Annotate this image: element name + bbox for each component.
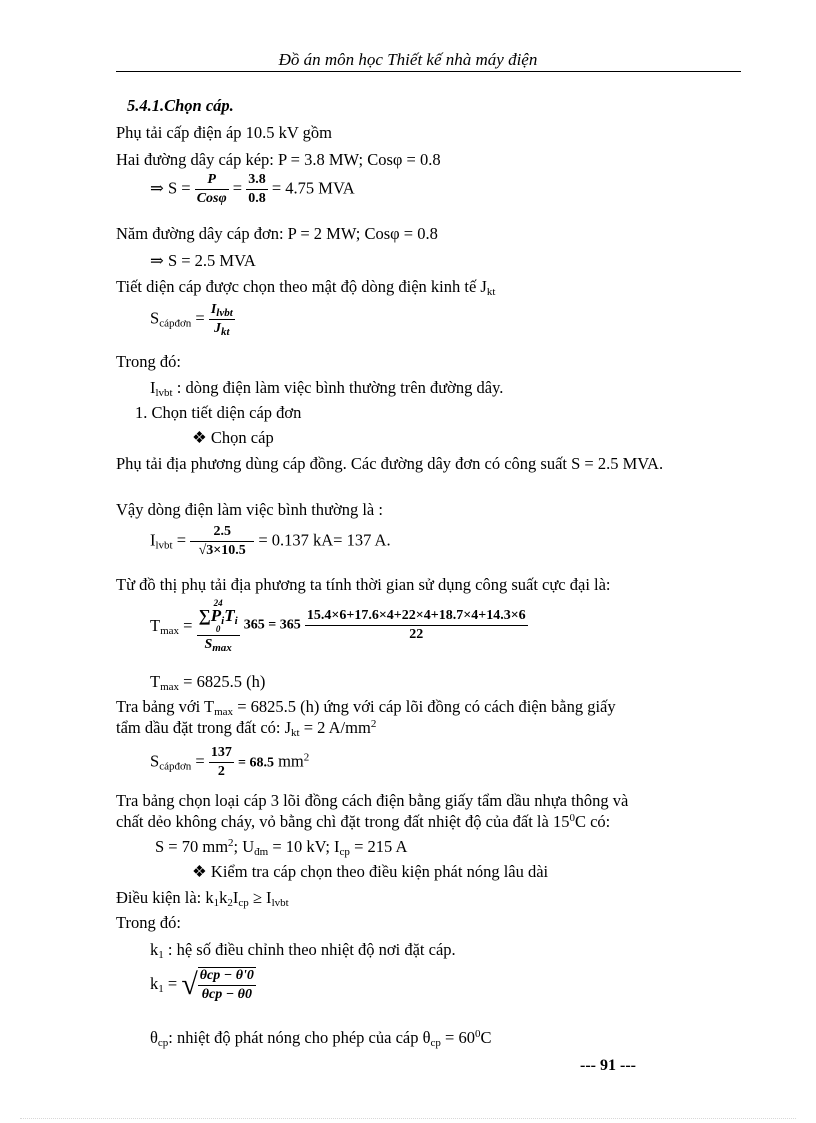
formula-result: = 0.137 kA= 137 A. <box>258 530 391 550</box>
bullet-item: ❖ Kiểm tra cáp chọn theo điều kiện phát nóng lâu dài <box>192 862 549 881</box>
fraction <box>209 745 234 780</box>
fraction-denominator: θcp − θ0 <box>201 987 252 1002</box>
fraction <box>305 608 528 643</box>
fraction-numerator: 15.4×6+17.6×4+22×4+18.7×4+14.3×6 <box>305 608 528 626</box>
fraction <box>198 968 256 1003</box>
bottom-dotted-rule <box>20 1118 796 1119</box>
section-heading: 5.4.1.Chọn cáp. <box>127 96 234 115</box>
fraction <box>197 598 240 653</box>
formula-result: = 4.75 MVA <box>271 178 355 198</box>
formula-prefix: ⇒ S = <box>150 178 191 198</box>
text-line: ⇒ S = 2.5 MVA <box>150 251 256 270</box>
fraction <box>246 172 268 207</box>
text-line: $k_1$ : hệ số điều chỉnh theo nhiệt độ nơi đặt cáp. <box>150 940 456 961</box>
fraction <box>195 172 229 207</box>
text-line: Từ đồ thị phụ tải địa phương ta tính thời gian sử dụng công suất cực đại là: <box>116 575 611 594</box>
fraction <box>190 524 254 559</box>
text-line: Tra bảng với $T_{max} = 6825.5$ (h) ứng với cáp lõi đồng có cách điện bằng giấy <box>116 697 616 718</box>
fraction-denominator: 22 <box>409 627 424 642</box>
text-line: Hai đường dây cáp kép: P = 3.8 MW; Cosφ = 0.8 <box>116 150 441 169</box>
fraction-numerator: 137 <box>209 745 234 763</box>
text-line: Vậy dòng điện làm việc bình thường là : <box>116 500 383 519</box>
page-number: --- 91 --- <box>580 1057 636 1074</box>
text-line: $\theta_{cp}$: nhiệt độ phát nóng cho phép của cáp $\theta_{cp} = 60^0C$ <box>150 1028 492 1049</box>
fraction-numerator: 24 $\sum P_iT_i$ 0 <box>198 598 238 634</box>
header-rule <box>116 71 741 72</box>
formula-s-kep: ⇒ S = $\frac{P}{\text{Cosφ}}$ = $\frac{3.8}{0.8}$ = 4.75 MVA <box>150 172 355 206</box>
fraction-numerator: 2.5 <box>190 524 254 542</box>
text-line: tẩm dầu đặt trong đất có: $J_{kt} = 2$ $A/mm^2$ <box>116 718 377 739</box>
fraction-numerator: 3.8 <box>246 172 268 190</box>
text-line: Tra bảng chọn loại cáp 3 lõi đồng cách điện bằng giấy tẩm dầu nhựa thông và <box>116 791 629 810</box>
fraction-denominator: Cosφ <box>196 191 227 206</box>
running-header: Đồ án môn học Thiết kế nhà máy điện <box>278 50 538 69</box>
text-line: $I_{lvbt}$ : dòng điện làm việc bình thường trên đường dây. <box>150 378 504 399</box>
fraction-denominator: $J_{kt}$ <box>214 321 230 338</box>
formula-s-capdon-value: $S_{cápđơn}$ = $\frac{137}{2}$ = 68.5 $mm^2$ <box>150 745 310 779</box>
formula-ilvbt: $I_{lvbt}$ = $\frac{2.5}{√3\times 10.5}$ = 0.137 kA= 137 A. <box>150 524 391 558</box>
formula-s-capdon: $S_{cápđơn}$ = $\frac{I_{lvbt}}{J_{kt}}$ <box>150 302 233 338</box>
paragraph: Phụ tải địa phương dùng cáp đồng. Các đường dây đơn có công suất S = 2.5 MVA. <box>116 454 664 473</box>
text-line: Phụ tải cấp điện áp 10.5 kV gồm <box>116 123 332 142</box>
fraction-numerator: θcp − θ'0 <box>198 968 256 986</box>
text-line: Điều kiện là: $k_1k_2I_{cp} \ge I_{lvbt}$ <box>116 888 289 909</box>
fraction <box>209 302 235 337</box>
fraction-numerator: $I_{lvbt}$ <box>210 302 233 319</box>
fraction-denominator: $S_{max}$ <box>204 637 232 654</box>
fraction-denominator: √3×10.5 <box>198 543 246 558</box>
text-line: S = 70 $mm^2$; $U_{đm} = 10$ kV; $I_{cp} = 215$ A <box>155 837 408 858</box>
numbered-item: 1. Chọn tiết diện cáp đơn <box>135 403 302 422</box>
text-line: chất dẻo không cháy, vỏ bằng chì đặt trong đất nhiệt độ của đất là $15^0C$ có: <box>116 812 611 831</box>
fraction-denominator: 2 <box>217 764 225 779</box>
text-line: Trong đó: <box>116 352 181 371</box>
fraction-denominator: 0.8 <box>248 191 266 206</box>
text-line: Tiết diện cáp được chọn theo mật độ dòng điện kinh tế $J_{kt}$ <box>116 277 496 298</box>
formula-k1: $k_1$ = √ $\frac{\text{θcp − θ'0}}{\text{θcp − θ0}}$ <box>150 968 254 1002</box>
text-line: Trong đó: <box>116 913 181 932</box>
text-line: $T_{max} = 6825.5$ (h) <box>150 672 266 693</box>
formula-tmax: $T_{max}$ = 24 $\sum P_iT_i$ 0 $S_{max}$ 365 = 365 $\frac{15.4\times 6+17.6\times 4+22\times 4+18.7\times 4+14.3\times 6}{22}$ <box>150 598 526 654</box>
bullet-item: ❖ Chọn cáp <box>192 428 274 447</box>
fraction-numerator: P <box>195 172 229 190</box>
text-line: Năm đường dây cáp đơn: P = 2 MW; Cosφ = 0.8 <box>116 224 438 243</box>
